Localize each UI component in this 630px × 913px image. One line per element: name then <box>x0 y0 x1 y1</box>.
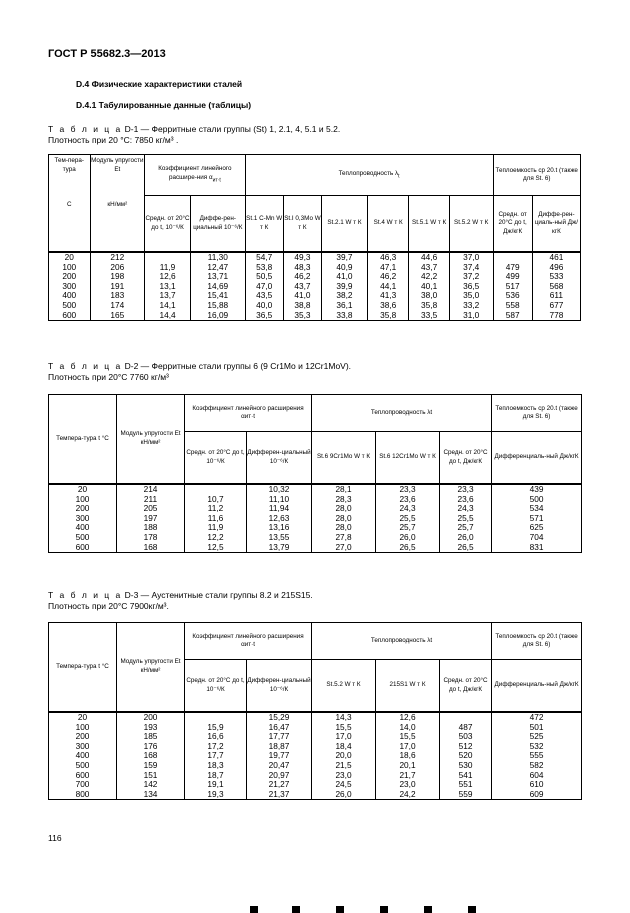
table-cell: 42,2 <box>409 272 449 282</box>
header-heat-capacity: Теплоемкость cр 20.t (также для St. 6) <box>492 395 582 432</box>
table-cell: 27,8 <box>312 533 376 543</box>
table-cell: 10,32 <box>247 484 312 495</box>
col-heat-mean: Средн. от 20°С до t, Дж/кгК <box>493 196 532 252</box>
table-cell: 142 <box>117 780 185 790</box>
table-cell: 700 <box>49 780 117 790</box>
table-cell: 21,27 <box>247 780 312 790</box>
table-cell: 151 <box>117 771 185 781</box>
table-row <box>49 291 581 301</box>
table-cell: 20,97 <box>247 771 312 781</box>
table-cell: 27,0 <box>312 543 376 553</box>
table-cell: 600 <box>49 771 117 781</box>
table-cell: 11,9 <box>145 263 191 273</box>
table-cell: 20 <box>49 252 91 263</box>
table-cell: 11,6 <box>185 514 247 524</box>
table-cell: 400 <box>49 751 117 761</box>
table-cell: 704 <box>492 533 582 543</box>
table-cell: 44,1 <box>367 282 409 292</box>
table-row <box>49 771 582 781</box>
table-row <box>49 751 582 761</box>
table-row <box>49 252 581 263</box>
col-sti: St.I 0,3Мо W т К <box>283 196 321 252</box>
table-cell: 17,0 <box>312 732 376 742</box>
table-row <box>49 301 581 311</box>
table-cell: 28,0 <box>312 504 376 514</box>
header-temp: Тем-пера-тура С <box>49 155 91 253</box>
table-cell: 21,7 <box>376 771 440 781</box>
table-cell: 20 <box>49 712 117 723</box>
table-cell: 479 <box>493 263 532 273</box>
table-cell: 41,0 <box>322 272 368 282</box>
table-cell: 25,5 <box>376 514 440 524</box>
table-cell: 611 <box>532 291 580 301</box>
col-diff-expansion: Дифферен-циальный 10⁻⁶/К <box>247 432 312 484</box>
table-cell: 568 <box>532 282 580 292</box>
table-cell: 47,1 <box>367 263 409 273</box>
table-cell: 40,1 <box>409 282 449 292</box>
table-cell: 496 <box>532 263 580 273</box>
table-cell: 20,1 <box>376 761 440 771</box>
table-cell: 38,6 <box>367 301 409 311</box>
table-cell: 46,2 <box>283 272 321 282</box>
table-cell: 49,3 <box>283 252 321 263</box>
table-cell: 205 <box>117 504 185 514</box>
table-row <box>49 723 582 733</box>
footer-marker <box>292 906 300 913</box>
table-cell: 191 <box>90 282 145 292</box>
table-cell: 517 <box>493 282 532 292</box>
table-cell: 23,0 <box>312 771 376 781</box>
table-cell: 571 <box>492 514 582 524</box>
table-row <box>49 712 582 723</box>
table-cell: 178 <box>117 533 185 543</box>
density-note: Плотность при 20 °С: 7850 кг/м³ . <box>48 135 179 145</box>
table-cell: 26,0 <box>440 533 492 543</box>
table-cell: 582 <box>492 761 582 771</box>
table-cell: 200 <box>117 712 185 723</box>
table-cell: 200 <box>49 732 117 742</box>
table-cell: 24,3 <box>376 504 440 514</box>
table-cell: 212 <box>90 252 145 263</box>
table-cell: 541 <box>440 771 492 781</box>
table-cell: 400 <box>49 291 91 301</box>
table-cell: 12,63 <box>247 514 312 524</box>
col-st21: St.2.1 W т К <box>322 196 368 252</box>
table-cell: 197 <box>117 514 185 524</box>
table-cell: 38,8 <box>283 301 321 311</box>
col-diff-expansion: Диффе-рен-циальный 10⁻⁶/К <box>190 196 245 252</box>
col-heat-diff: Дифференциаль-ный Дж/кгК <box>492 660 582 712</box>
table-cell: 37,4 <box>449 263 493 273</box>
table-cell: 26,5 <box>376 543 440 553</box>
table-cell: 532 <box>492 742 582 752</box>
table-cell: 44,6 <box>409 252 449 263</box>
table-cell: 400 <box>49 523 117 533</box>
table-cell: 23,6 <box>440 495 492 505</box>
table-cell: 24,5 <box>312 780 376 790</box>
header-conductivity: Теплопроводность $\lambda_t$ <box>245 155 493 196</box>
table-label: Т а б л и ц а <box>48 361 123 371</box>
table-cell: 12,5 <box>185 543 247 553</box>
table-cell: 11,30 <box>190 252 245 263</box>
table-cell: 33,2 <box>449 301 493 311</box>
table-cell: 525 <box>492 732 582 742</box>
table-cell: 46,2 <box>367 272 409 282</box>
table-row <box>49 790 582 800</box>
table-cell: 800 <box>49 790 117 800</box>
page-number: 116 <box>48 833 62 843</box>
table-cell: 193 <box>117 723 185 733</box>
table-cell: 26,0 <box>312 790 376 800</box>
table-cell: 23,6 <box>376 495 440 505</box>
table-cell: 499 <box>493 272 532 282</box>
table-cell: 600 <box>49 543 117 553</box>
table-cell: 40,9 <box>322 263 368 273</box>
table-cell: 18,4 <box>312 742 376 752</box>
table-cell: 47,0 <box>245 282 283 292</box>
table-cell: 14,0 <box>376 723 440 733</box>
table-cell: 558 <box>493 301 532 311</box>
table-cell: 20 <box>49 484 117 495</box>
table-cell: 500 <box>49 533 117 543</box>
table-cell: 40,0 <box>245 301 283 311</box>
table-cell: 13,1 <box>145 282 191 292</box>
table-cell: 37,2 <box>449 272 493 282</box>
table-cell: 831 <box>492 543 582 553</box>
table-cell: 14,1 <box>145 301 191 311</box>
table-cell: 26,0 <box>376 533 440 543</box>
table-d1 <box>48 154 581 321</box>
col-215s1: 215S1 W т К <box>376 660 440 712</box>
table-cell: 19,77 <box>247 751 312 761</box>
table-cell: 35,8 <box>409 301 449 311</box>
table-title: D-1 — Ферритные стали группы (St) 1, 2.1, 4, 5.1 и 5.2. <box>122 124 341 134</box>
col-heat-diff: Диффе-рен-циаль-ный Дж/кгК <box>532 196 580 252</box>
table-cell: 188 <box>117 523 185 533</box>
table-cell: 604 <box>492 771 582 781</box>
table-row <box>49 761 582 771</box>
col-st52: St.5.2 W т К <box>312 660 376 712</box>
table-row <box>49 533 582 543</box>
table-cell: 14,3 <box>312 712 376 723</box>
table-cell: 165 <box>90 311 145 321</box>
table-cell: 19,3 <box>185 790 247 800</box>
table-cell: 28,0 <box>312 523 376 533</box>
table-cell: 11,94 <box>247 504 312 514</box>
table-cell: 15,5 <box>376 732 440 742</box>
footer-marker <box>250 906 258 913</box>
table-cell: 533 <box>532 272 580 282</box>
table-cell: 13,79 <box>247 543 312 553</box>
table-cell: 200 <box>49 504 117 514</box>
table-cell: 10,7 <box>185 495 247 505</box>
table-cell: 461 <box>532 252 580 263</box>
table-cell: 159 <box>117 761 185 771</box>
table-cell: 13,55 <box>247 533 312 543</box>
table-cell: 12,6 <box>376 712 440 723</box>
table-title: D-3 — Аустенитные стали группы 8.2 и 215S15. <box>122 590 313 600</box>
table-cell: 559 <box>440 790 492 800</box>
header-expansion: Коэффициент линейного расшире-ния $\alpha_{ит\cdot t}$ <box>145 155 245 196</box>
table-cell: 26,5 <box>440 543 492 553</box>
table-cell: 20,0 <box>312 751 376 761</box>
table-cell: 11,9 <box>185 523 247 533</box>
table-cell <box>493 252 532 263</box>
table-cell: 555 <box>492 751 582 761</box>
table-cell: 11,2 <box>185 504 247 514</box>
header-conductivity: Теплопроводность λt <box>312 623 492 660</box>
table-cell: 100 <box>49 495 117 505</box>
table-cell: 21,5 <box>312 761 376 771</box>
table-cell: 18,3 <box>185 761 247 771</box>
table-d2 <box>48 394 582 553</box>
table-cell: 41,3 <box>367 291 409 301</box>
table-cell: 48,3 <box>283 263 321 273</box>
table-cell: 36,5 <box>449 282 493 292</box>
table-cell: 33,8 <box>322 311 368 321</box>
table-cell: 33,5 <box>409 311 449 321</box>
table-cell: 17,2 <box>185 742 247 752</box>
header-modulus: Модуль упругости Et кН/мм² <box>90 155 145 253</box>
table-cell: 25,7 <box>376 523 440 533</box>
table-cell: 37,0 <box>449 252 493 263</box>
section-title-d41: D.4.1 Табулированные данные (таблицы) <box>76 100 252 110</box>
table-cell: 15,41 <box>190 291 245 301</box>
table-caption <box>48 361 351 383</box>
table-cell: 12,6 <box>145 272 191 282</box>
table-row <box>49 311 581 321</box>
table-cell: 14,69 <box>190 282 245 292</box>
table-cell: 520 <box>440 751 492 761</box>
table-cell: 39,7 <box>322 252 368 263</box>
table-cell: 439 <box>492 484 582 495</box>
table-row <box>49 504 582 514</box>
table-cell: 300 <box>49 514 117 524</box>
table-cell: 487 <box>440 723 492 733</box>
header-heat-capacity: Теплоемкость cр 20.t (также для St. 6) <box>492 623 582 660</box>
table-cell: 503 <box>440 732 492 742</box>
table-cell: 16,6 <box>185 732 247 742</box>
col-st6-9cr1mo: St.6 9Cr1Mo W т К <box>312 432 376 484</box>
header-temp: Темпера-тура t °С <box>49 623 117 713</box>
table-cell: 46,3 <box>367 252 409 263</box>
table-caption <box>48 124 340 146</box>
col-st52: St.5.2 W т К <box>449 196 493 252</box>
table-title: D-2 — Ферритные стали группы 6 (9 Cr1Mo и 12Cr1MoV). <box>122 361 352 371</box>
col-heat-diff: Дифференциаль-ный Дж/кгК <box>492 432 582 484</box>
table-cell: 36,1 <box>322 301 368 311</box>
section-title-d4: D.4 Физические характеристики сталей <box>76 79 243 89</box>
col-st1: St.1 С-Мn W т К <box>245 196 283 252</box>
table-cell: 587 <box>493 311 532 321</box>
table-cell: 17,0 <box>376 742 440 752</box>
table-cell: 198 <box>90 272 145 282</box>
table-cell: 501 <box>492 723 582 733</box>
table-caption <box>48 590 313 612</box>
table-label: Т а б л и ц а <box>48 590 123 600</box>
table-cell: 38,2 <box>322 291 368 301</box>
table-cell: 18,87 <box>247 742 312 752</box>
table-cell: 28,1 <box>312 484 376 495</box>
table-d3 <box>48 622 582 800</box>
table-cell: 625 <box>492 523 582 533</box>
table-cell: 185 <box>117 732 185 742</box>
table-cell: 35,0 <box>449 291 493 301</box>
col-heat-mean: Средн. от 20°С до t, Дж/кгК <box>440 660 492 712</box>
table-cell: 500 <box>492 495 582 505</box>
table-cell: 13,7 <box>145 291 191 301</box>
table-cell: 500 <box>49 301 91 311</box>
col-diff-expansion: Дифферен-циальный 10⁻⁶/К <box>247 660 312 712</box>
table-row <box>49 484 582 495</box>
table-cell: 13,16 <box>247 523 312 533</box>
header-conductivity: Теплопроводность λt <box>312 395 492 432</box>
table-cell: 214 <box>117 484 185 495</box>
header-expansion: Коэффициент линейного расширения αит·t <box>185 623 312 660</box>
table-cell: 677 <box>532 301 580 311</box>
col-mean-expansion: Средн. от 20°С до t, 10⁻⁶/К <box>185 660 247 712</box>
table-cell: 536 <box>493 291 532 301</box>
table-cell: 20,47 <box>247 761 312 771</box>
table-cell: 23,3 <box>440 484 492 495</box>
table-cell: 17,77 <box>247 732 312 742</box>
header-modulus: Модуль упругости Et кН/мм² <box>117 395 185 485</box>
table-cell: 15,29 <box>247 712 312 723</box>
table-cell: 38,0 <box>409 291 449 301</box>
table-cell: 31,0 <box>449 311 493 321</box>
table-cell: 778 <box>532 311 580 321</box>
table-cell: 200 <box>49 272 91 282</box>
table-cell: 41,0 <box>283 291 321 301</box>
table-cell: 28,3 <box>312 495 376 505</box>
table-row <box>49 495 582 505</box>
table-cell: 39,9 <box>322 282 368 292</box>
footer-marker <box>424 906 432 913</box>
table-cell: 15,9 <box>185 723 247 733</box>
table-cell: 43,7 <box>283 282 321 292</box>
table-cell: 300 <box>49 282 91 292</box>
table-cell: 24,2 <box>376 790 440 800</box>
density-note: Плотность при 20°С 7900кг/м³. <box>48 601 169 611</box>
table-cell: 35,3 <box>283 311 321 321</box>
table-cell <box>440 712 492 723</box>
table-cell: 24,3 <box>440 504 492 514</box>
table-cell: 18,6 <box>376 751 440 761</box>
document-code: ГОСТ Р 55682.3—2013 <box>48 48 166 60</box>
table-cell: 23,3 <box>376 484 440 495</box>
table-row <box>49 523 582 533</box>
table-label: Т а б л и ц а <box>48 124 123 134</box>
col-mean-expansion: Средн. от 20°С до t, 10⁻⁶/К <box>185 432 247 484</box>
table-cell: 14,4 <box>145 311 191 321</box>
col-mean-expansion: Средн. от 20°С до t, 10⁻⁶/К <box>145 196 191 252</box>
table-row <box>49 263 581 273</box>
table-cell: 17,7 <box>185 751 247 761</box>
col-st6-12cr1mo: St.6 12Cr1Mo W т К <box>376 432 440 484</box>
table-cell: 13,71 <box>190 272 245 282</box>
table-cell: 12,2 <box>185 533 247 543</box>
table-cell: 15,88 <box>190 301 245 311</box>
footer-marker <box>336 906 344 913</box>
table-cell: 25,7 <box>440 523 492 533</box>
table-row <box>49 780 582 790</box>
table-cell: 18,7 <box>185 771 247 781</box>
table-cell: 600 <box>49 311 91 321</box>
table-cell: 54,7 <box>245 252 283 263</box>
col-st4: St.4 W т К <box>367 196 409 252</box>
table-cell: 206 <box>90 263 145 273</box>
footer-marker <box>380 906 388 913</box>
table-cell: 472 <box>492 712 582 723</box>
table-cell: 23,0 <box>376 780 440 790</box>
table-cell <box>145 252 191 263</box>
table-cell: 21,37 <box>247 790 312 800</box>
table-cell: 530 <box>440 761 492 771</box>
table-cell: 211 <box>117 495 185 505</box>
table-cell: 28,0 <box>312 514 376 524</box>
table-cell: 36,5 <box>245 311 283 321</box>
col-heat-mean: Средн. от 20°С до t, Дж/кгК <box>440 432 492 484</box>
table-cell: 43,7 <box>409 263 449 273</box>
table-cell: 300 <box>49 742 117 752</box>
table-cell: 183 <box>90 291 145 301</box>
table-cell: 610 <box>492 780 582 790</box>
table-cell: 551 <box>440 780 492 790</box>
table-cell: 512 <box>440 742 492 752</box>
footer-marker <box>468 906 476 913</box>
table-cell: 176 <box>117 742 185 752</box>
table-row <box>49 732 582 742</box>
table-cell: 15,5 <box>312 723 376 733</box>
table-cell: 100 <box>49 723 117 733</box>
table-row <box>49 543 582 553</box>
table-cell: 25,5 <box>440 514 492 524</box>
table-cell <box>185 484 247 495</box>
table-row <box>49 272 581 282</box>
table-cell: 134 <box>117 790 185 800</box>
table-row <box>49 514 582 524</box>
table-cell: 12,47 <box>190 263 245 273</box>
table-cell: 19,1 <box>185 780 247 790</box>
table-cell <box>185 712 247 723</box>
col-st51: St.5.1 W т К <box>409 196 449 252</box>
density-note: Плотность при 20°С 7760 кг/м³ <box>48 372 169 382</box>
table-cell: 168 <box>117 751 185 761</box>
table-cell: 534 <box>492 504 582 514</box>
table-cell: 11,10 <box>247 495 312 505</box>
table-cell: 43,5 <box>245 291 283 301</box>
header-heat-capacity: Теплоемкость cр 20.t (также для St. 6) <box>493 155 581 196</box>
table-cell: 16,09 <box>190 311 245 321</box>
header-expansion: Коэффициент линейного расширения αит·t <box>185 395 312 432</box>
header-modulus: Модуль упругости Et кН/мм² <box>117 623 185 713</box>
table-cell: 100 <box>49 263 91 273</box>
table-cell: 50,5 <box>245 272 283 282</box>
table-cell: 174 <box>90 301 145 311</box>
table-cell: 35,8 <box>367 311 409 321</box>
table-cell: 609 <box>492 790 582 800</box>
table-cell: 500 <box>49 761 117 771</box>
table-row <box>49 742 582 752</box>
table-cell: 16,47 <box>247 723 312 733</box>
table-cell: 53,8 <box>245 263 283 273</box>
table-row <box>49 282 581 292</box>
header-temp: Темпера-тура t °С <box>49 395 117 485</box>
table-cell: 168 <box>117 543 185 553</box>
